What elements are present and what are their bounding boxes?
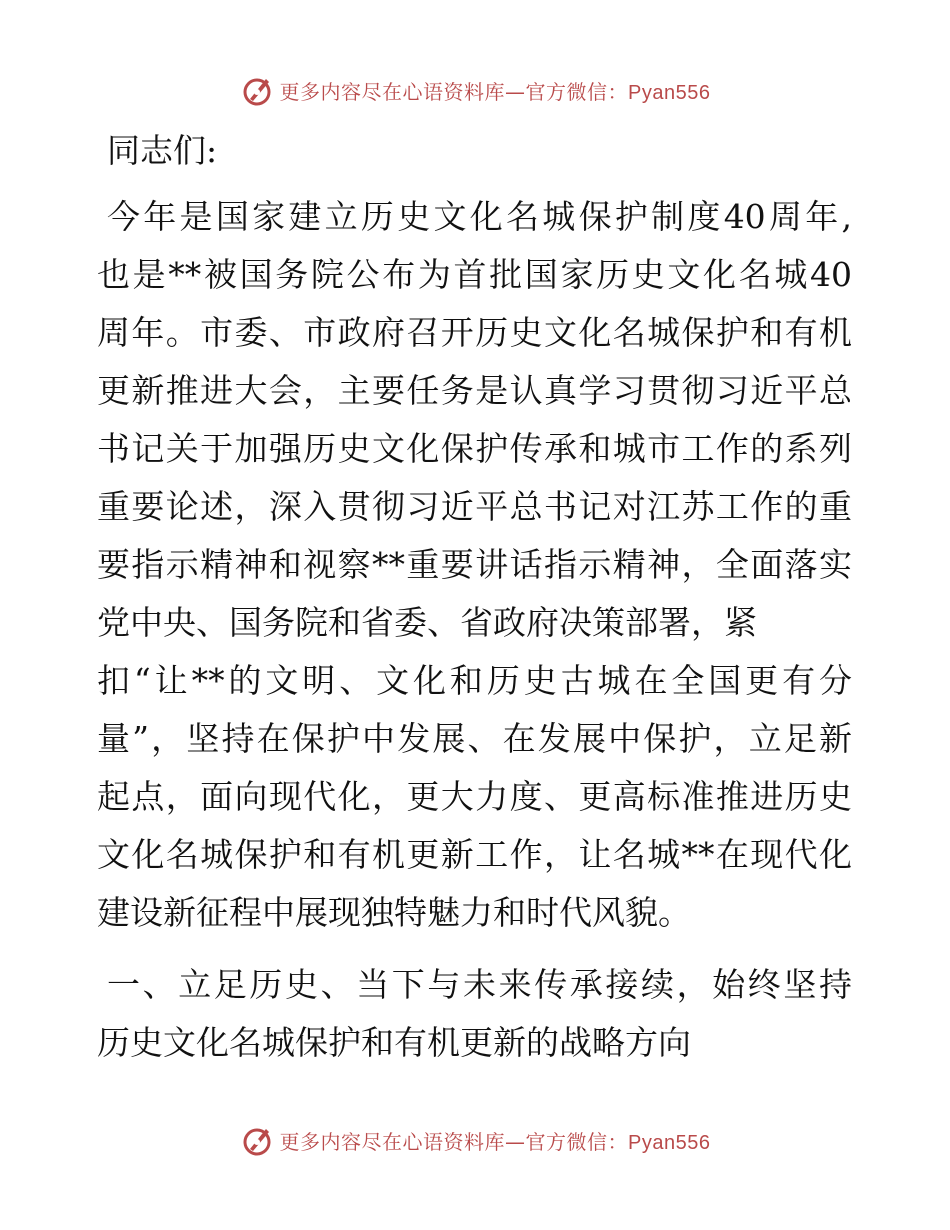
quill-pen-logo-icon — [240, 1123, 274, 1157]
watermark-footer — [0, 1120, 950, 1160]
text-line: 书记关于加强历史文化保护传承和城市工作的系列 — [97, 429, 852, 468]
watermark-id: Pyan556 — [628, 1131, 711, 1154]
text-line: 今年是国家建立历史文化名城保护制度40周年, — [107, 197, 852, 236]
watermark-id: Pyan556 — [628, 81, 711, 104]
watermark-header — [0, 70, 950, 110]
text-line: 重要论述，深入贯彻习近平总书记对江苏工作的重 — [97, 487, 852, 526]
text-line: 更新推进大会，主要任务是认真学习贯彻习近平总 — [97, 371, 852, 410]
text-line: 量”，坚持在保护中发展、在发展中保护，立足新 — [97, 719, 852, 758]
section-heading-1 — [97, 956, 852, 1072]
text-line: 起点，面向现代化，更大力度、更高标准推进历史 — [97, 777, 852, 816]
salutation: 同志们: — [107, 131, 218, 170]
text-line: 文化名城保护和有机更新工作，让名城**在现代化 — [97, 835, 852, 874]
text-line: 党中央、国务院和省委、省政府决策部署，紧 — [97, 603, 757, 642]
watermark-text: 更多内容尽在心语资料库—官方微信：Pyan556 — [279, 79, 711, 104]
quill-pen-logo-icon — [240, 73, 274, 107]
text-line: 扣“让**的文明、文化和历史古城在全国更有分 — [97, 661, 852, 700]
text-line: 要指示精神和视察**重要讲话指示精神，全面落实 — [97, 545, 852, 584]
text-line: 周年。市委、市政府召开历史文化名城保护和有机 — [97, 313, 852, 352]
watermark-text: 更多内容尽在心语资料库—官方微信：Pyan556 — [279, 1129, 711, 1154]
text-line: 一、立足历史、当下与未来传承接续，始终坚持 — [107, 965, 852, 1004]
text-line: 也是**被国务院公布为首批国家历史文化名城40 — [97, 255, 852, 294]
document-body — [97, 122, 852, 1086]
text-line: 历史文化名城保护和有机更新的战略方向 — [97, 1023, 691, 1062]
text-line: 建设新征程中展现独特魅力和时代风貌。 — [97, 893, 691, 932]
paragraph-intro — [97, 188, 852, 942]
